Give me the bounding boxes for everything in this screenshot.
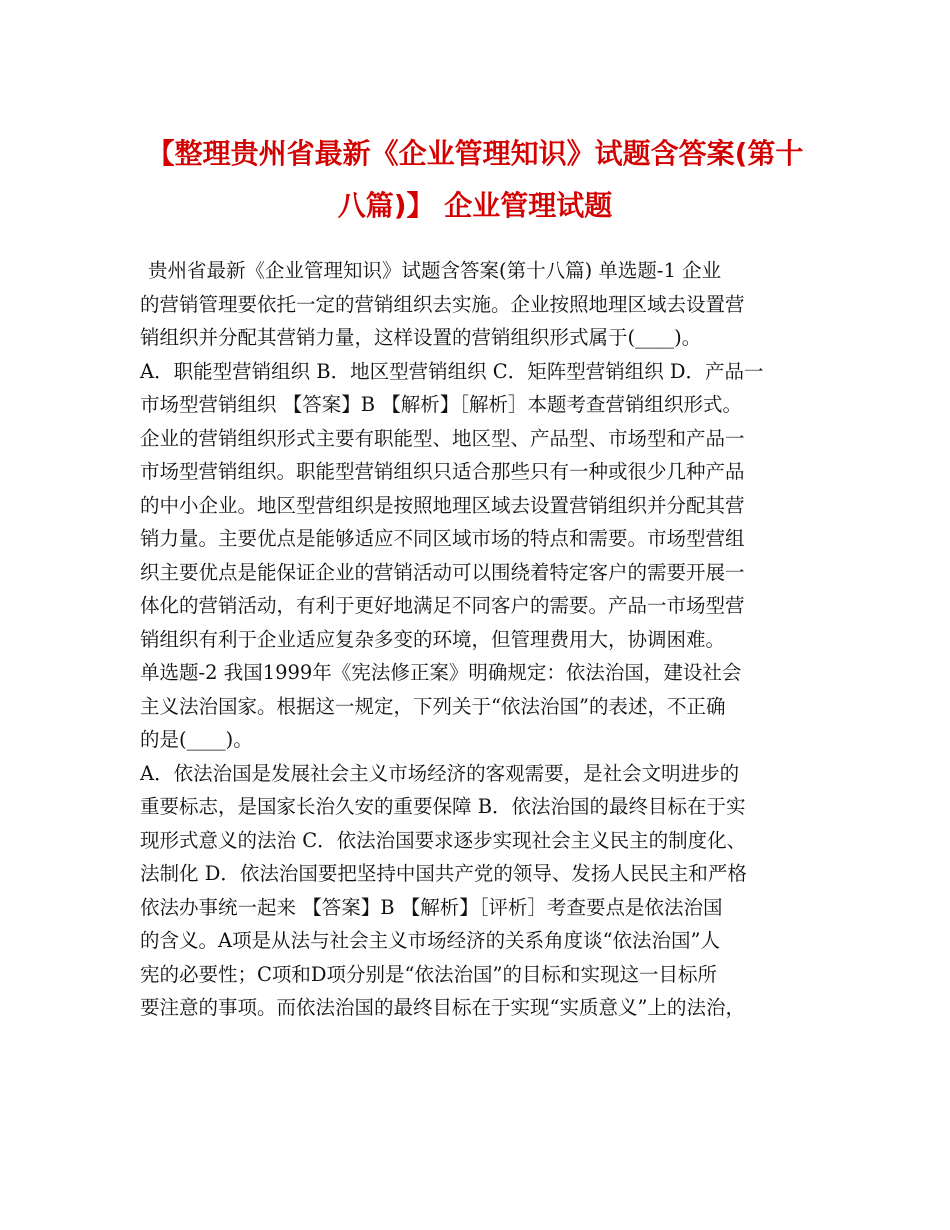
text-line: 现形式意义的法治 C．依法治国要求逐步实现社会主义民主的制度化、 [140,828,747,852]
page-title [130,128,820,232]
text-line: 依法办事统一起来 【答案】B 【解析】［评析］考查要点是依法治国 [140,895,723,919]
text-line: 的营销管理要依托一定的营销组织去实施。企业按照地理区域去设置营 [140,292,745,316]
title-line-2: 八篇)】 企业管理试题 [337,189,613,222]
title-line-1: 【整理贵州省最新《企业管理知识》试题含答案(第十 [146,137,804,170]
text-line: 主义法治国家。根据这一规定，下列关于“依法治国”的表述，不正确 [140,694,726,718]
text-line: 宪的必要性；C项和D项分别是“依法治国”的目标和实现这一目标所 [140,962,717,986]
text-line: 的是(____)。 [140,728,253,751]
text-line: 销力量。主要优点是能够适应不同区域市场的特点和需要。市场型营组 [140,527,745,550]
text-line: 重要标志，是国家长治久安的重要保障 B．依法治国的最终目标在于实 [140,795,746,818]
text-line: 销组织有利于企业适应复杂多变的环境，但管理费用大，协调困难。 [140,627,726,651]
text-line: 的中小企业。地区型营组织是按照地理区域去设置营销组织并分配其营 [140,493,745,517]
text-line: 织主要优点是能保证企业的营销活动可以围绕着特定客户的需要开展一 [140,560,745,584]
text-line: 企业的营销组织形式主要有职能型、地区型、产品型、市场型和产品一 [140,426,745,450]
text-line: 单选题-2 我国1999年《宪法修正案》明确规定：依法治国，建设社会 [140,661,742,684]
text-line: A．职能型营销组织 B．地区型营销组织 C．矩阵型营销组织 D．产品一 [140,359,764,383]
text-line: 体化的营销活动，有利于更好地满足不同客户的需要。产品一市场型营 [140,594,745,617]
text-line: 贵州省最新《企业管理知识》试题含答案(第十八篇) 单选题-1 企业 [148,259,722,282]
document-body [140,254,820,1025]
text-line: 市场型营销组织。职能型营销组织只适合那些只有一种或很少几种产品 [140,460,745,483]
text-line: 市场型营销组织 【答案】B 【解析】［解析］本题考查营销组织形式。 [140,393,742,416]
text-line: A．依法治国是发展社会主义市场经济的客观需要，是社会文明进步的 [140,761,740,785]
text-line: 销组织并分配其营销力量，这样设置的营销组织形式属于(____)。 [140,326,702,349]
text-line: 要注意的事项。而依法治国的最终目标在于实现“实质意义”上的法治， [140,996,745,1019]
text-line: 法制化 D．依法治国要把坚持中国共产党的领导、发扬人民民主和严格 [140,862,747,885]
text-line: 的含义。A项是从法与社会主义市场经济的关系角度谈“依法治国”人 [140,929,721,952]
